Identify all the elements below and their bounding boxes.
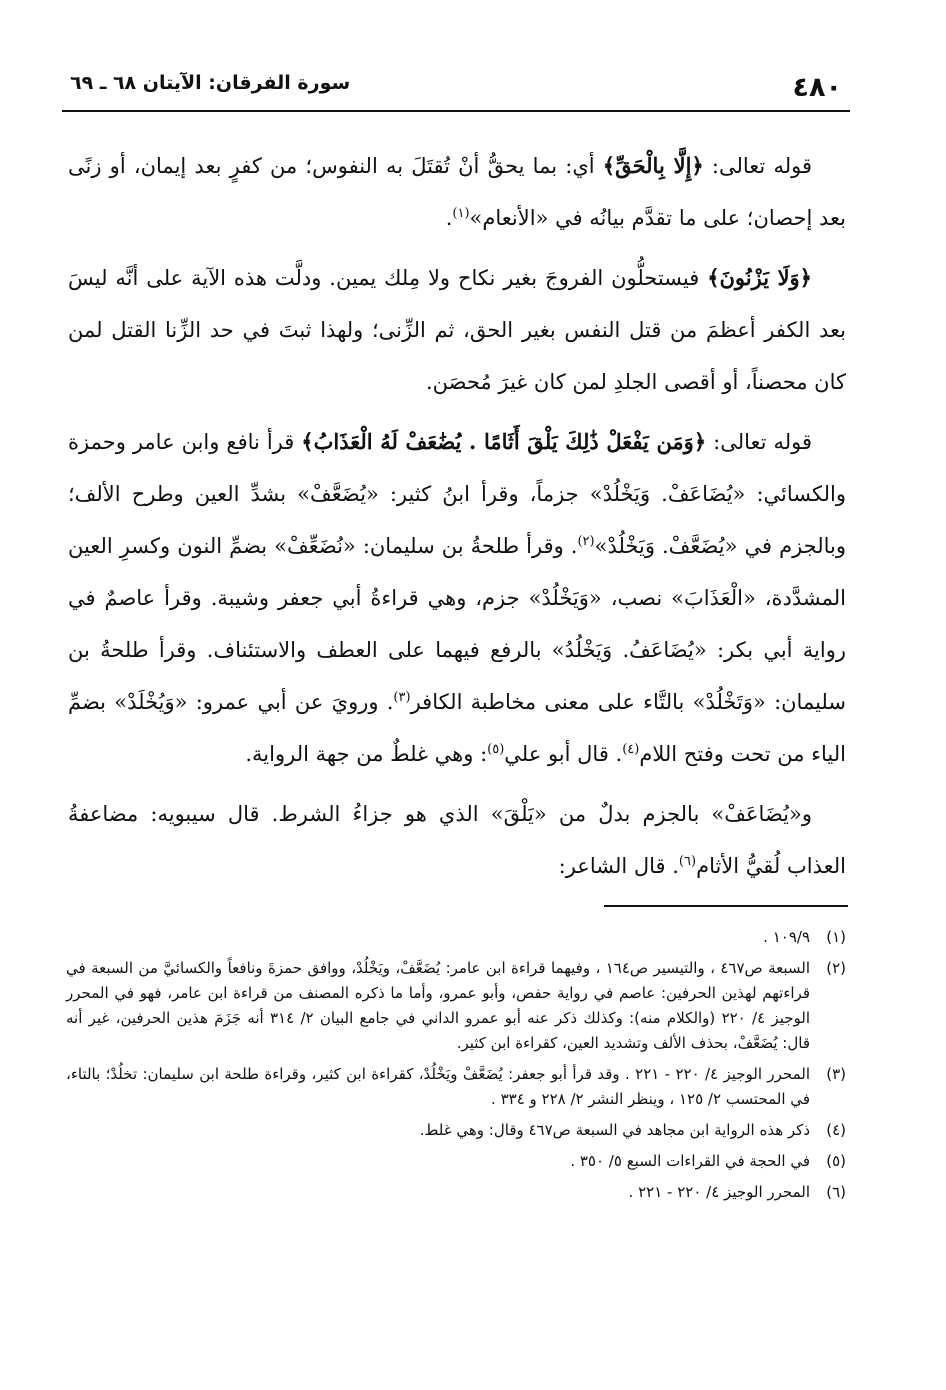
quran-quote: ﴿إِلَّا بِالْحَقِّ﴾	[602, 153, 704, 178]
footnote-ref: (٥)	[487, 742, 505, 757]
footnote-ref: (٤)	[622, 742, 640, 757]
footnote-text: المحرر الوجيز ٤/ ٢٢٠ - ٢٢١ . وقد قرأ أبو جعفر: يُضَعَّفْ ويَخْلُدْ، كقراءة ابن كثير، وقراءة طلحة ابن سليمان: تخلُدْ؛ بالتاء، في المحتسب ٢/ ١٢٥ ، وينظر النشر ٢/ ٢٢٨ و ٣٣٤ .	[66, 1065, 811, 1108]
text-segment: . قال الشاعر:	[558, 854, 679, 878]
text-segment: فيستحلُّون الفروجَ بغير نكاح ولا مِلك يمين. ودلَّت هذه الآية على أنَّه ليسَ بعد الكفر أعظمَ من قتل النفس بغير الحق، ثم الزِّنى؛ ولهذا ثبتَ في حد الزِّنا القتل لمن كان محصناً، أو أقصى الجلدِ لمن كان غيرَ مُحصَن.	[68, 266, 846, 394]
footnote-4	[66, 1118, 846, 1143]
paragraph-4	[68, 788, 846, 892]
footnote-ref: (٢)	[577, 534, 595, 549]
footnote-ref: (١)	[452, 206, 470, 221]
footnote-1	[66, 925, 846, 950]
text-segment: .	[445, 206, 453, 230]
main-text	[68, 140, 846, 900]
header-rule	[62, 110, 850, 112]
paragraph-2	[68, 252, 846, 408]
footnote-marker: (٢)	[826, 959, 846, 977]
quran-quote: ﴿وَلَا يَزْنُونَ﴾	[707, 265, 812, 290]
footnote-6	[66, 1180, 846, 1205]
footnote-marker: (٣)	[826, 1065, 846, 1083]
footnote-2	[66, 956, 846, 1056]
footnote-marker: (٦)	[826, 1183, 846, 1201]
footnote-text: في الحجة في القراءات السبع ٥/ ٣٥٠ .	[570, 1152, 810, 1170]
footnote-text: ١٠٩/٩ .	[763, 928, 810, 946]
text-segment: . قال أبو علي	[504, 742, 623, 766]
text-segment: : وهي غلطٌ من جهة الرواية.	[245, 742, 488, 766]
quran-quote: ﴿وَمَن يَفْعَلْ ذَٰلِكَ يَلْقَ أَثَامًا . يُضَٰعَفْ لَهُ الْعَذَابُ﴾	[301, 429, 707, 454]
text-segment: قوله تعالى:	[706, 430, 812, 454]
footnotes	[66, 925, 846, 1211]
text-segment: قوله تعالى:	[703, 154, 812, 178]
footnote-text: المحرر الوجيز ٤/ ٢٢٠ - ٢٢١ .	[628, 1183, 810, 1201]
footnote-ref: (٦)	[678, 854, 697, 869]
footnote-ref: (٣)	[393, 690, 411, 705]
footnote-5	[66, 1149, 846, 1174]
text-segment: أي: بما يحقُّ أنْ تُقتَلَ به النفوس؛ من كفرٍ بعد إيمان، أو زنًى بعد إحصان؛ على ما تقدَّم بيانُه في «الأنعام»	[68, 154, 846, 230]
text-segment: قرأ نافع وابن عامر وحمزة والكسائي: «يُضَاعَفْ. وَيَخْلُدْ» جزماً، وقرأ ابنُ كثير: «يُضَعَّفْ» بشدِّ العين وطرح الألف؛ وبالجزم في «يُضَعَّفْ. وَيَخْلُدْ»	[68, 430, 846, 558]
paragraph-1	[68, 140, 846, 244]
paragraph-3	[68, 416, 846, 780]
text-segment: . وقرأ طلحةُ بن سليمان: «نُضَعِّفْ» بضمِّ النون وكسرِ العين المشدَّدة، «الْعَذَابَ» نصب، «وَيَخْلُدْ» جزم، وهي قراءةُ أبي جعفر وشيبة. وقرأ عاصمٌ في رواية أبي بكر: «يُضَاعَفُ. وَيَخْلُدُ» بالرفع فيهما على العطف والاستئناف. وقرأ طلحةُ بن سليمان: «وَتَخْلُدْ» بالتَّاء على معنى مخاطبة الكافر	[68, 534, 846, 714]
text-segment: . ورويَ عن أبي عمرو: «وَيُخْلَدْ» بضمِّ الياء من تحت وفتح اللام	[68, 690, 846, 766]
footnote-3	[66, 1062, 846, 1112]
footnote-text: السبعة ص٤٦٧ ، والتيسير ص١٦٤ ، وفيهما قراءة ابن عامر: يُضَعَّفْ، ويَخْلُدْ، ووافق حمزةَ ونافعاً والكسائيَّ من السبعة في قراءتهم لهذين الحرفين: عاصم في رواية حفص، وأبو عمرو، وأما ما ذكره المصنف من قراءة ابن عامر، فهو في المحرر الوجيز ٤/ ٢٢٠ (والكلام منه): وكذلك ذكر عنه أبو عمرو الداني في جامع البيان ٢/ ٣١٤ أنه جَزَمَ هذين الحرفين، غير أنه قال: يُضَعَّفْ، بحذف الألف وتشديد العين، كقراءة ابن كثير.	[66, 959, 811, 1052]
footnote-marker: (١)	[826, 928, 846, 946]
page-number: ٤٨٠	[792, 72, 842, 103]
running-title: سورة الفرقان: الآيتان ٦٨ ـ ٦٩	[70, 72, 351, 94]
footnote-rule	[604, 905, 848, 907]
footnote-marker: (٤)	[826, 1121, 846, 1139]
footnote-marker: (٥)	[826, 1152, 846, 1170]
text-segment: و«يُضَاعَفْ» بالجزم بدلٌ من «يَلْقَ» الذي هو جزاءُ الشرط. قال سيبويه: مضاعفةُ العذاب لُقيُّ الأثام	[68, 802, 846, 878]
footnote-text: ذكر هذه الرواية ابن مجاهد في السبعة ص٤٦٧ وقال: وهي غلط.	[419, 1121, 810, 1139]
page-header	[62, 62, 850, 106]
